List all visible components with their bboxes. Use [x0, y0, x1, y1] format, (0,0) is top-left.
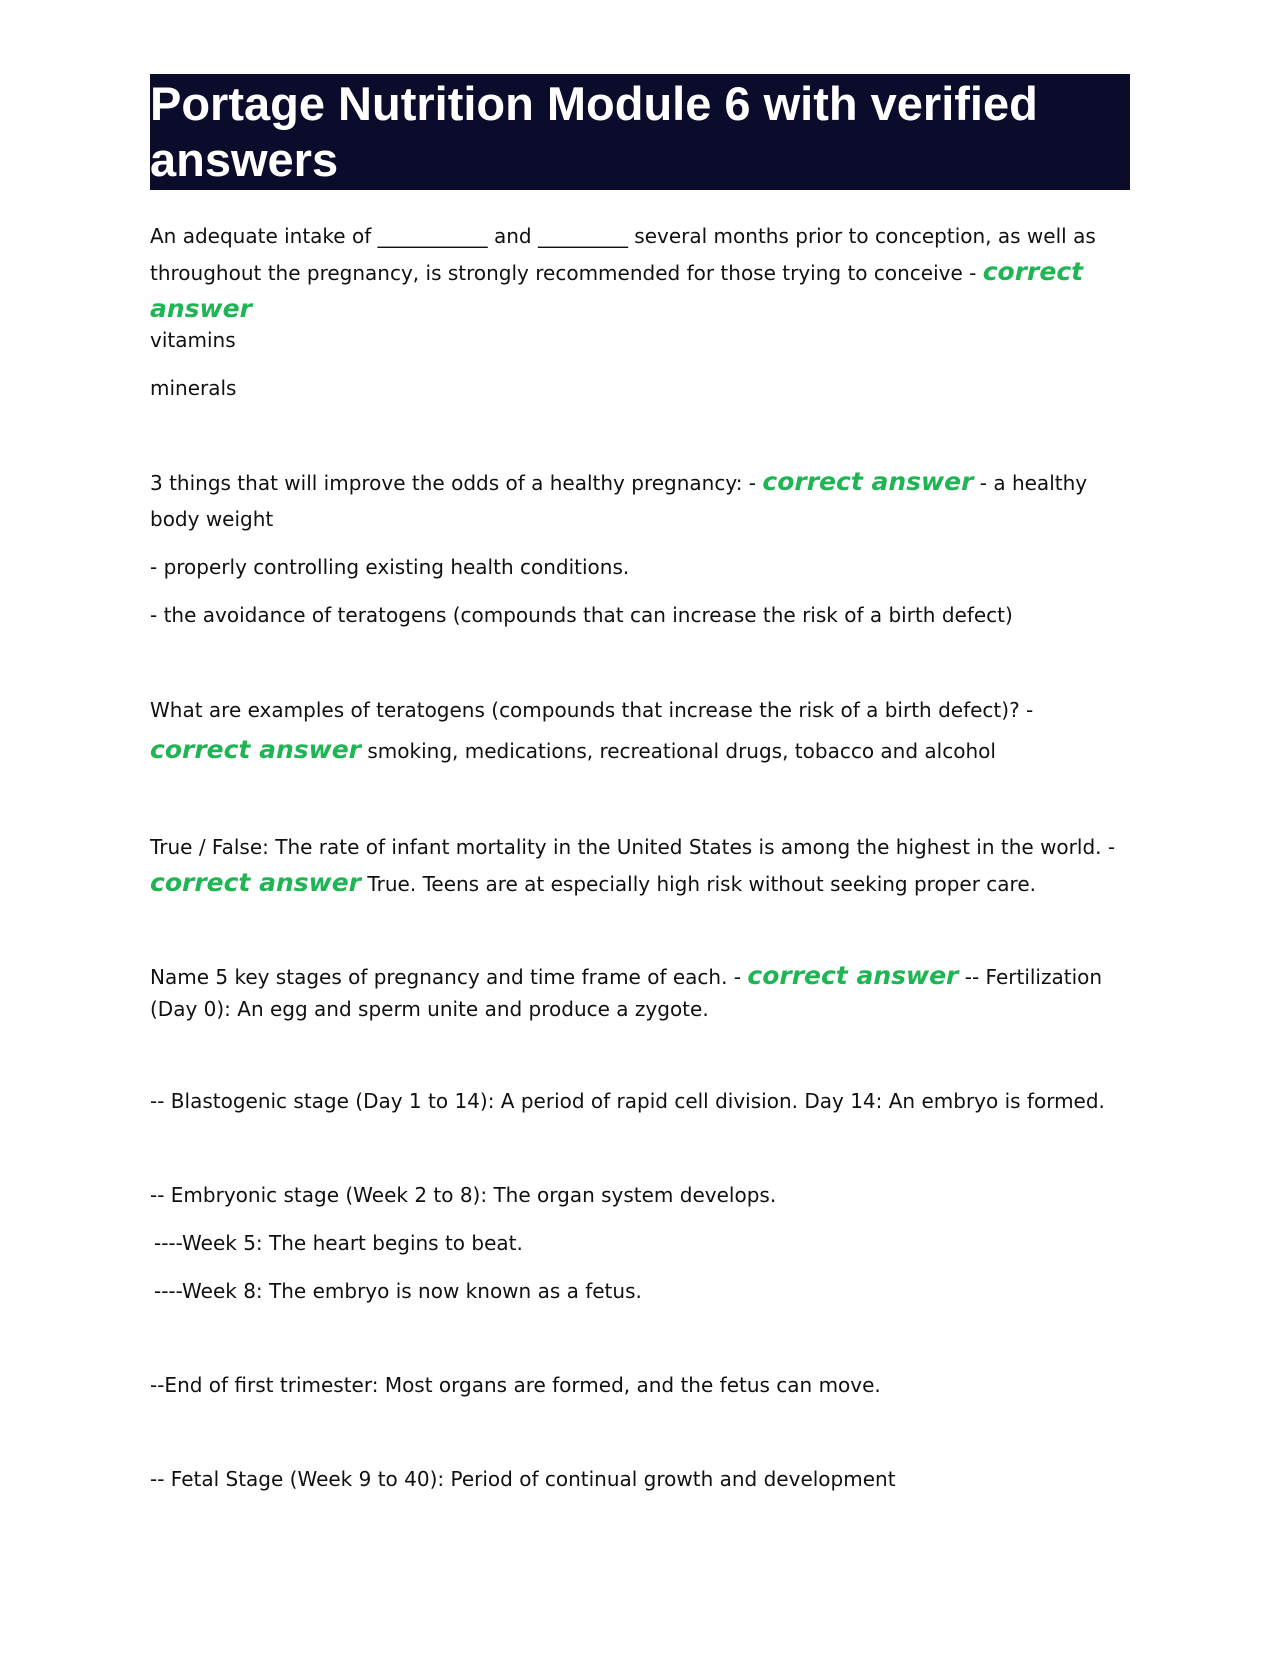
answer-2-line-3: - the avoidance of teratogens (compounds that can increase the risk of a birth defect) — [150, 603, 1013, 627]
question-2 — [150, 464, 1130, 537]
correct-answer-label: correct answer — [150, 735, 362, 764]
answer-1-line-1: vitamins — [150, 328, 236, 352]
stage-embryonic-week-5: ----Week 5: The heart begins to beat. — [154, 1231, 523, 1255]
stage-embryonic: -- Embryonic stage (Week 2 to 8): The organ system develops. — [150, 1183, 777, 1207]
correct-answer-label: correct answer — [762, 467, 974, 496]
question-5-text: Name 5 key stages of pregnancy and time frame of each. - — [150, 965, 748, 989]
document-page — [150, 74, 1130, 1497]
correct-answer-label: correct answer — [150, 257, 1084, 323]
question-4 — [150, 829, 1130, 902]
answer-2-line-2: - properly controlling existing health conditions. — [150, 555, 630, 579]
question-5 — [150, 960, 1130, 1025]
stage-first-trimester: --End of first trimester: Most organs are formed, and the fetus can move. — [150, 1373, 881, 1397]
question-4-text: True / False: The rate of infant mortality in the United States is among the highest in the world. - — [150, 835, 1116, 859]
stage-fetal: -- Fetal Stage (Week 9 to 40): Period of continual growth and development — [150, 1467, 896, 1491]
correct-answer-label: correct answer — [747, 961, 959, 990]
answer-3-inline: smoking, medications, recreational drugs, tobacco and alcohol — [361, 739, 996, 763]
document-body — [150, 218, 1130, 1497]
stage-embryonic-week-8: ----Week 8: The embryo is now known as a fetus. — [154, 1279, 642, 1303]
question-2-text: 3 things that will improve the odds of a healthy pregnancy: - — [150, 471, 763, 495]
question-3-text: What are examples of teratogens (compounds that increase the risk of a birth defect)? - — [150, 698, 1034, 722]
answer-1-line-2: minerals — [150, 376, 237, 400]
answer-4-inline: True. Teens are at especially high risk without seeking proper care. — [361, 872, 1036, 896]
answer-5-inline: -- Fertilization (Day 0): An egg and sperm unite and produce a zygote. — [150, 965, 1103, 1021]
stage-blastogenic: -- Blastogenic stage (Day 1 to 14): A period of rapid cell division. Day 14: An embryo is formed. — [150, 1089, 1105, 1113]
question-1-text: An adequate intake of ___________ and _________ several months prior to conception, as well as throughout the pregnancy, is strongly recommended for those trying to conceive - — [150, 224, 1096, 285]
question-1 — [150, 218, 1130, 328]
correct-answer-label: correct answer — [150, 868, 362, 897]
answer-2-inline: - a healthy body weight — [150, 471, 1088, 531]
question-3 — [150, 691, 1130, 771]
document-title: Portage Nutrition Module 6 with verified answers — [150, 74, 1130, 190]
